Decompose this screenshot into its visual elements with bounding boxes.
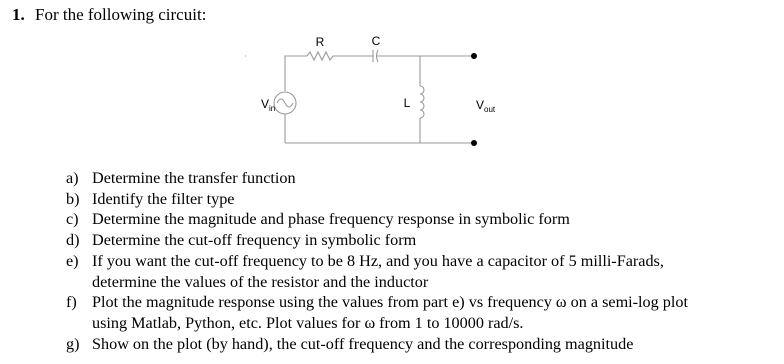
part-label: e): [66, 251, 79, 270]
source-label-main: V: [261, 97, 270, 111]
question-part-c: [66, 209, 688, 230]
resistor-zigzag: [307, 52, 333, 60]
question-part-f: [66, 292, 688, 333]
output-label: [476, 98, 496, 114]
problem-heading: For the following circuit:: [35, 5, 207, 24]
question-part-e: [66, 251, 688, 292]
part-label: d): [66, 231, 80, 250]
part-text: If you want the cut-off frequency to be 8 Hz, and you have a capacitor of 5 milli-Farads,: [92, 251, 664, 270]
circuit-diagram: [240, 28, 496, 158]
part-text: Plot the magnitude response using the values from part e) vs frequency ω on a semi-log plot: [92, 293, 688, 312]
ac-source-wave: [277, 99, 293, 107]
inductor-coil: [420, 86, 424, 118]
question-part-a: [66, 168, 688, 189]
capacitor-label: C: [371, 34, 381, 48]
part-text-continued: determine the values of the resistor and the inductor: [92, 272, 429, 291]
problem-number: 1.: [12, 5, 25, 24]
part-label: b): [66, 189, 80, 208]
part-text: Determine the cut-off frequency in symbolic form: [92, 231, 417, 250]
source-label-sub: in: [269, 104, 276, 113]
part-text: Determine the transfer function: [92, 169, 296, 187]
part-text: Show on the plot (by hand), the cut-off frequency and the corresponding magnitude: [92, 334, 634, 353]
part-text: Determine the magnitude and phase frequency response in symbolic form: [92, 210, 570, 229]
part-label: c): [66, 210, 79, 229]
part-label: a): [66, 169, 79, 187]
question-part-b: [66, 189, 688, 210]
output-terminal-top: [471, 53, 477, 59]
output-label-main: V: [476, 98, 485, 112]
part-label: g): [66, 334, 80, 353]
part-label: f): [66, 293, 77, 312]
resistor-label: R: [315, 35, 325, 49]
output-label-sub: out: [484, 105, 496, 114]
inductor-label: L: [403, 96, 411, 110]
question-part-d: [66, 230, 688, 251]
source-label: [261, 97, 275, 113]
part-text-continued: using Matlab, Python, etc. Plot values for ω from 1 to 10000 rad/s.: [92, 313, 524, 332]
question-part-g: [66, 334, 688, 355]
part-text: Identify the filter type: [92, 189, 235, 208]
question-parts: [66, 168, 688, 354]
wire-top-left-run: [285, 56, 307, 91]
output-terminal-bottom: [471, 140, 477, 146]
problem-header: [12, 4, 206, 26]
